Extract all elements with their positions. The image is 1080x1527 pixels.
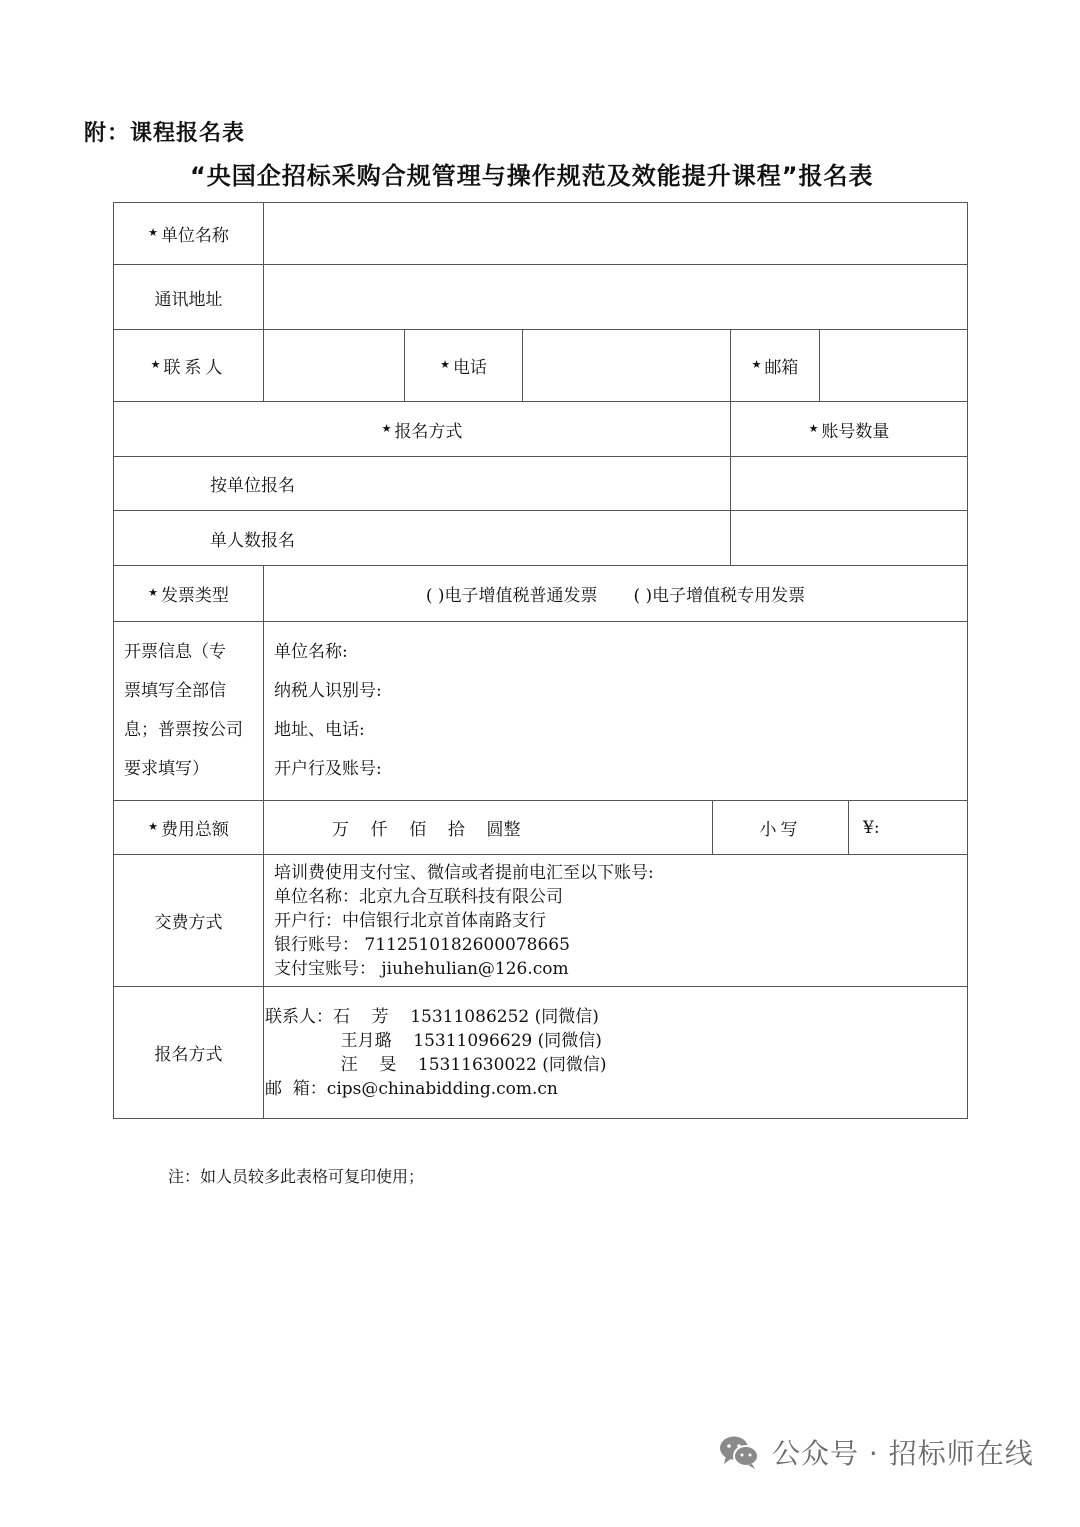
register-line: 邮 箱：cips@chinabidding.com.cn — [265, 1078, 558, 1099]
invoice-field-unit-name: 单位名称: — [274, 642, 348, 662]
invoice-option-normal[interactable]: ( )电子增值税普通发票 — [425, 586, 598, 606]
by-person-cell — [113, 510, 730, 565]
invoice-info-label-line: 要求填写） — [124, 759, 209, 779]
payment-info-cell — [263, 854, 967, 986]
watermark-text: 公众号 · 招标师在线 — [772, 1437, 1034, 1470]
invoice-field-bank-account: 开户行及账号: — [274, 759, 382, 779]
invoice-info-label-cell — [113, 621, 263, 800]
unit-name-label: 单位名称 — [160, 226, 229, 246]
fee-units: 万 仟 佰 拾 圆整 — [332, 820, 521, 840]
invoice-info-label-line: 票填写全部信 — [124, 681, 226, 701]
address-label-cell — [113, 264, 263, 329]
contact-input[interactable] — [263, 329, 404, 401]
required-star-icon: ★ — [808, 421, 819, 435]
unit-name-input[interactable] — [263, 202, 967, 264]
invoice-type-options — [263, 565, 967, 621]
email-label: 邮箱 — [764, 358, 799, 378]
attachment-heading: 附：课程报名表 — [84, 121, 246, 146]
invoice-field-tax-id: 纳税人识别号: — [274, 681, 382, 701]
phone-input[interactable] — [522, 329, 730, 401]
fee-small-label-cell — [712, 800, 848, 854]
payment-label-cell — [113, 854, 263, 986]
fee-small-input[interactable] — [848, 800, 967, 854]
fee-amount-capital[interactable] — [263, 800, 712, 854]
invoice-info-label-line: 开票信息（专 — [124, 642, 226, 662]
payment-label: 交费方式 — [154, 913, 223, 933]
by-unit-count-input[interactable] — [730, 456, 967, 510]
phone-label: 电话 — [452, 358, 487, 378]
form-title: “央国企招标采购合规管理与操作规范及效能提升课程”报名表 — [190, 162, 874, 190]
reg-method-header — [113, 401, 730, 456]
required-star-icon: ★ — [751, 358, 762, 371]
required-star-icon: ★ — [148, 586, 158, 599]
by-unit-label: 按单位报名 — [210, 476, 295, 496]
by-unit-cell — [113, 456, 730, 510]
fee-small-label: 小写 — [759, 820, 802, 840]
unit-name-label-cell — [113, 202, 263, 264]
fee-total-label: 费用总额 — [160, 820, 229, 840]
account-count-label: 账号数量 — [821, 421, 890, 442]
wechat-icon — [718, 1434, 760, 1470]
account-count-header — [730, 401, 967, 456]
invoice-fields-cell[interactable] — [263, 621, 967, 800]
address-input[interactable] — [263, 264, 967, 329]
table-border-bottom — [113, 1118, 968, 1119]
invoice-info-label-line: 息；普票按公司 — [124, 720, 243, 740]
contact-label-cell — [113, 329, 263, 401]
required-star-icon: ★ — [440, 358, 450, 371]
table-border-right — [967, 202, 968, 1119]
invoice-option-special[interactable]: ( )电子增值税专用发票 — [633, 586, 806, 606]
email-input[interactable] — [819, 329, 967, 401]
register-label-cell — [113, 986, 263, 1118]
phone-label-cell — [404, 329, 522, 401]
email-label-cell — [730, 329, 819, 401]
payment-line: 支付宝账号： jiuhehulian@126.com — [274, 958, 569, 979]
register-line: 王月璐 15311096629 (同微信) — [265, 1030, 602, 1051]
required-star-icon: ★ — [148, 820, 158, 833]
payment-line: 培训费使用支付宝、微信或者提前电汇至以下账号: — [274, 862, 654, 883]
invoice-type-label: 发票类型 — [160, 586, 229, 606]
payment-line: 单位名称：北京九合互联科技有限公司 — [274, 886, 563, 907]
by-person-count-input[interactable] — [730, 510, 967, 565]
required-star-icon: ★ — [150, 358, 161, 371]
footnote: 注：如人员较多此表格可复印使用； — [168, 1167, 425, 1186]
register-line: 汪 旻 15311630022 (同微信) — [265, 1054, 607, 1075]
address-label: 通讯地址 — [154, 289, 223, 310]
contact-label: 联系人 — [163, 358, 227, 378]
register-info-cell — [263, 986, 967, 1118]
register-label: 报名方式 — [154, 1045, 223, 1065]
watermark — [718, 1428, 1034, 1476]
required-star-icon: ★ — [381, 421, 392, 435]
invoice-field-address-phone: 地址、电话: — [274, 720, 365, 740]
payment-line: 银行账号： 7112510182600078665 — [274, 934, 570, 955]
by-person-label: 单人数报名 — [210, 530, 295, 551]
payment-line: 开户行：中信银行北京首体南路支行 — [274, 910, 546, 931]
required-star-icon: ★ — [148, 226, 158, 239]
invoice-type-label-cell — [113, 565, 263, 621]
reg-method-label: 报名方式 — [394, 421, 463, 442]
fee-small-value: ¥: — [863, 817, 880, 838]
register-line: 联系人：石 芳 15311086252 (同微信) — [265, 1006, 599, 1027]
fee-total-label-cell — [113, 800, 263, 854]
